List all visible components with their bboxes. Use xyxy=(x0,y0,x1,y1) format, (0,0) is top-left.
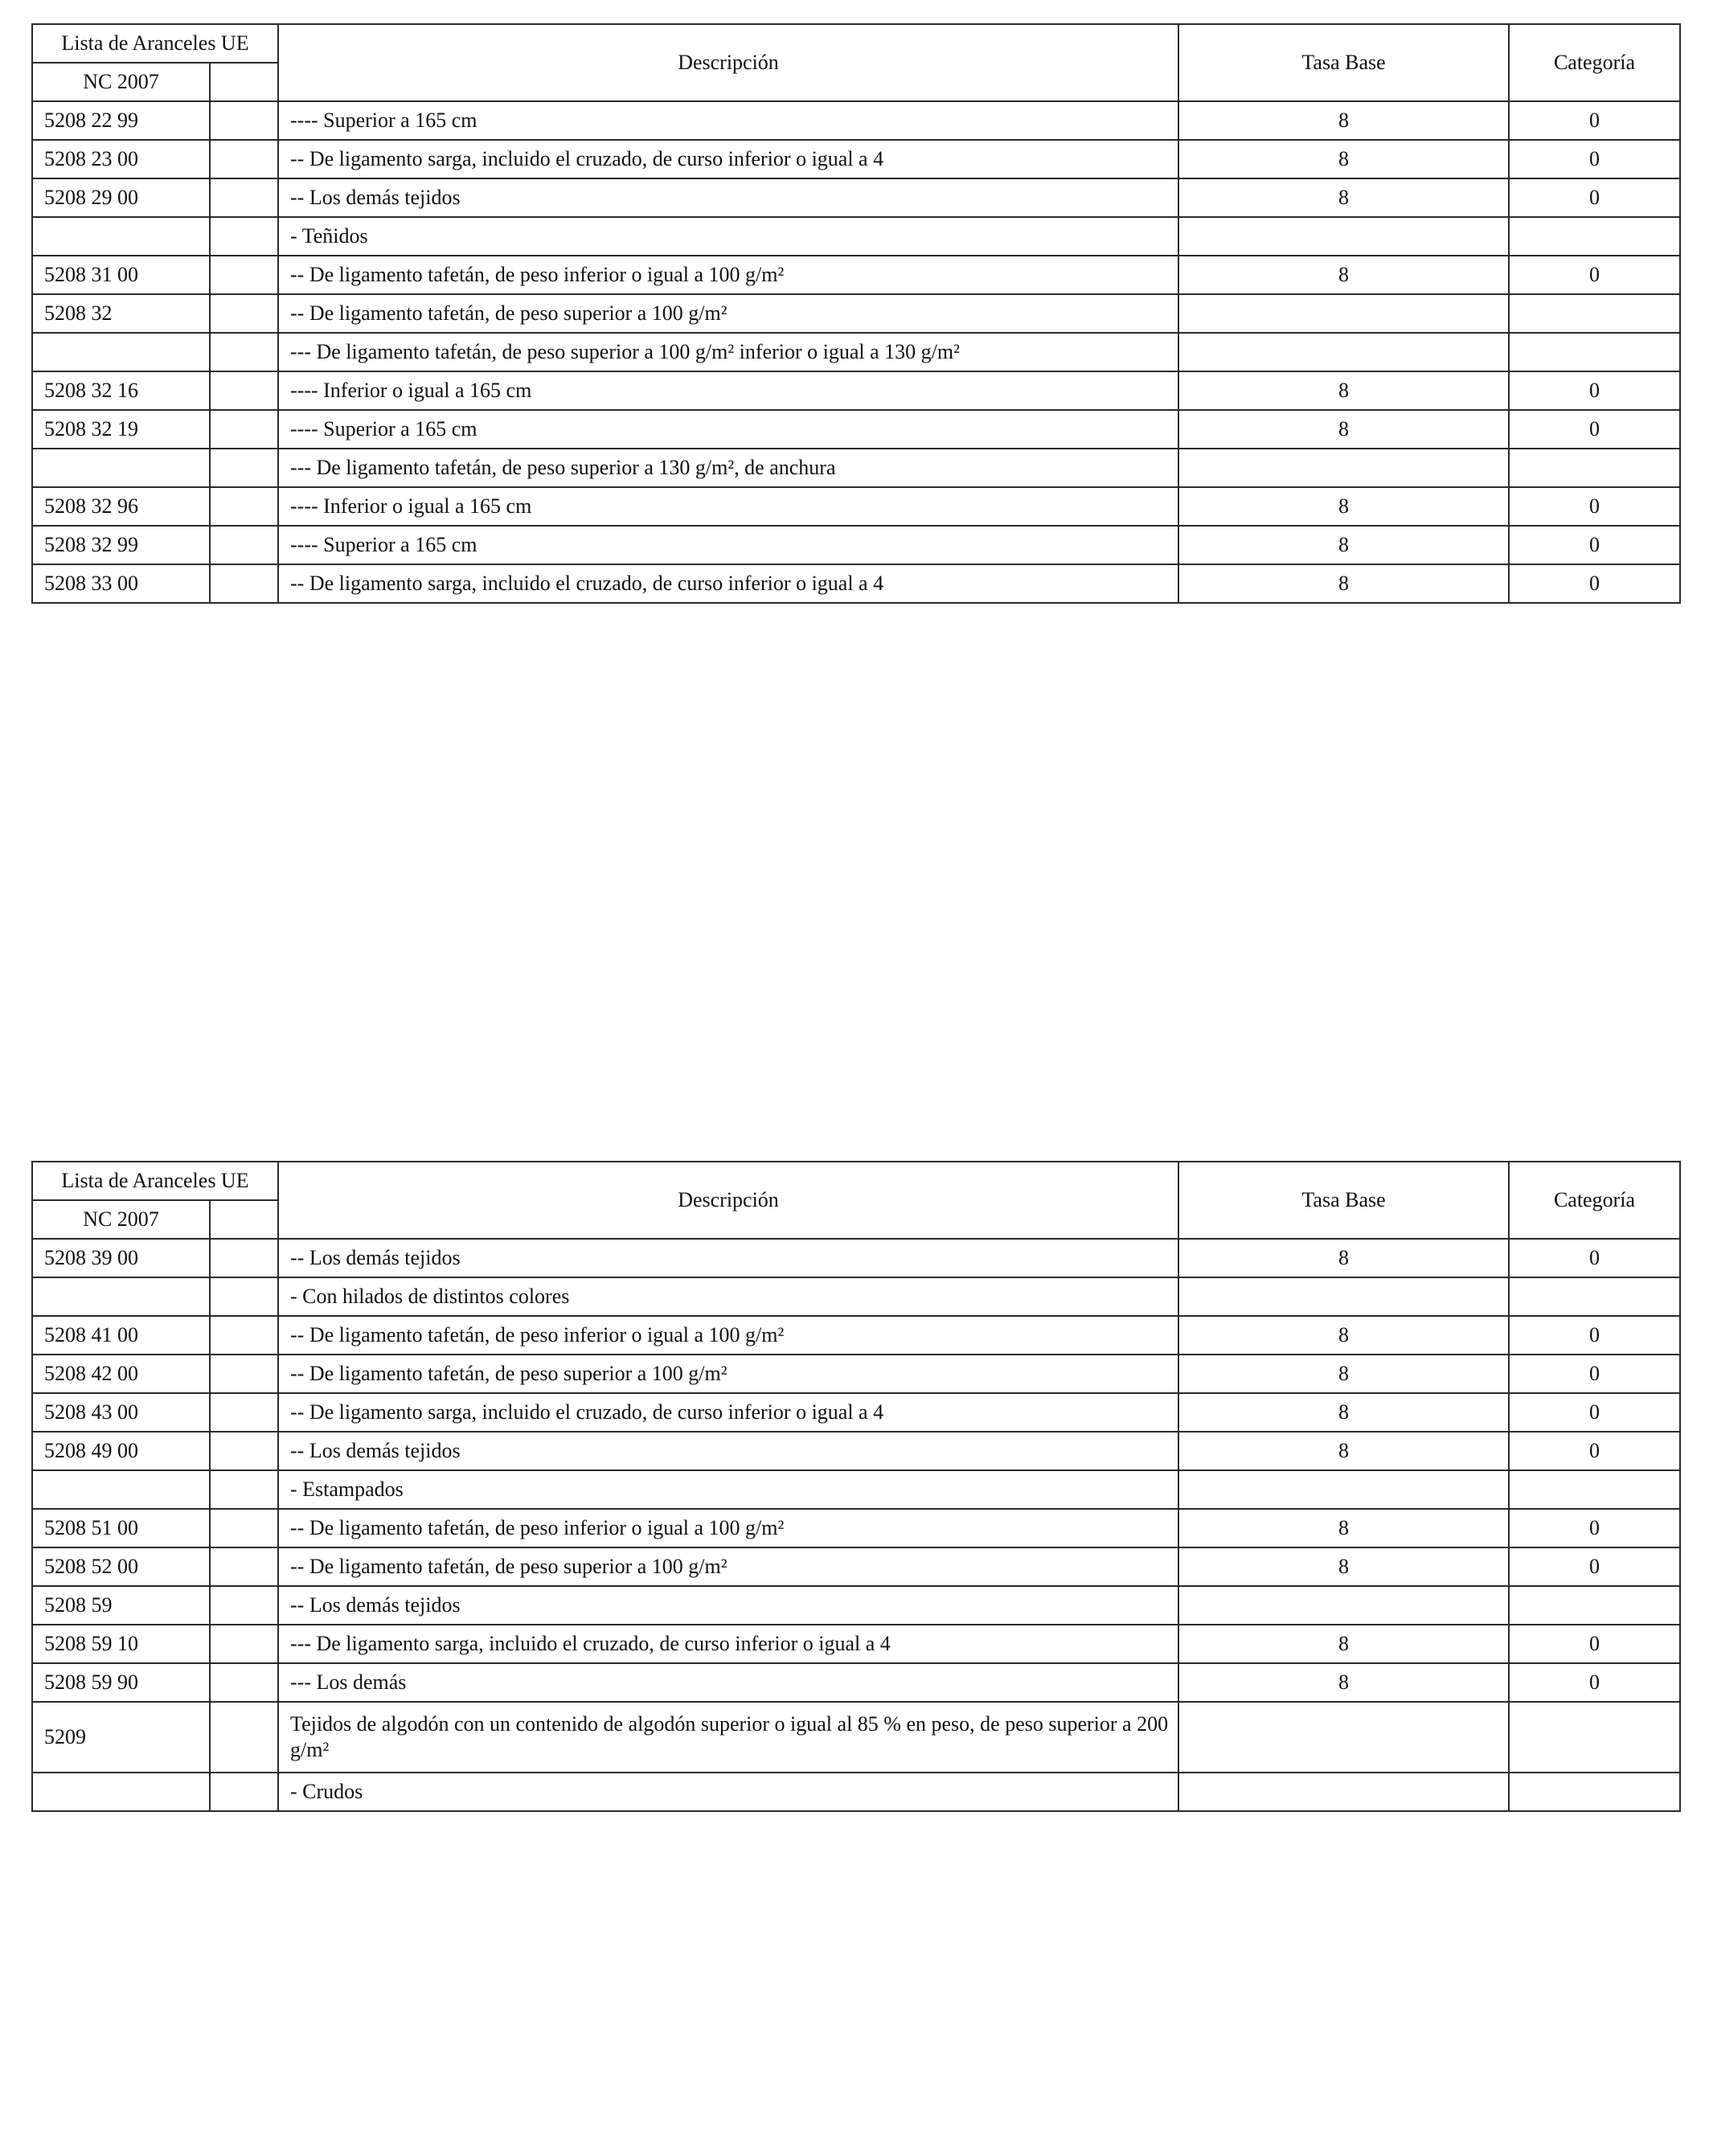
description-cell: --- De ligamento tafetán, de peso superior a 130 g/m², de anchura xyxy=(278,449,1178,487)
table-row xyxy=(32,1663,1680,1702)
tariff-table-2 xyxy=(31,1161,1681,1812)
table-row xyxy=(32,140,1680,178)
description-cell: -- De ligamento tafetán, de peso inferior o igual a 100 g/m² xyxy=(278,256,1178,294)
base-rate-cell xyxy=(1178,449,1509,487)
category-cell xyxy=(1509,1702,1680,1773)
sub-code-cell xyxy=(210,1432,278,1470)
category-cell: 0 xyxy=(1509,256,1680,294)
table-row xyxy=(32,564,1680,603)
sub-code-cell xyxy=(210,1393,278,1432)
table-row xyxy=(32,526,1680,564)
tariff-code: 5208 32 96 xyxy=(32,487,210,526)
tariff-code: 5208 59 10 xyxy=(32,1625,210,1663)
sub-code-cell xyxy=(210,1355,278,1393)
table-row xyxy=(32,1355,1680,1393)
sub-code-cell xyxy=(210,178,278,217)
category-cell xyxy=(1509,294,1680,333)
sub-code-cell xyxy=(210,101,278,140)
tariff-code xyxy=(32,333,210,371)
sub-code-cell xyxy=(210,217,278,256)
base-rate-cell: 8 xyxy=(1178,101,1509,140)
base-rate-cell xyxy=(1178,1586,1509,1625)
description-cell: - Crudos xyxy=(278,1773,1178,1811)
table-row xyxy=(32,217,1680,256)
header-blank xyxy=(210,63,278,101)
base-rate-cell: 8 xyxy=(1178,178,1509,217)
sub-code-cell xyxy=(210,1773,278,1811)
sub-code-cell xyxy=(210,1702,278,1773)
base-rate-cell: 8 xyxy=(1178,1355,1509,1393)
category-cell: 0 xyxy=(1509,1625,1680,1663)
tariff-code: 5208 59 xyxy=(32,1586,210,1625)
description-cell: -- De ligamento sarga, incluido el cruzado, de curso inferior o igual a 4 xyxy=(278,140,1178,178)
description-cell: -- Los demás tejidos xyxy=(278,1432,1178,1470)
table-row xyxy=(32,1470,1680,1509)
description-cell: - Teñidos xyxy=(278,217,1178,256)
category-cell: 0 xyxy=(1509,371,1680,410)
description-cell: -- De ligamento tafetán, de peso superior a 100 g/m² xyxy=(278,1547,1178,1586)
table-row xyxy=(32,178,1680,217)
table-row xyxy=(32,1773,1680,1811)
description-cell: Tejidos de algodón con un contenido de algodón superior o igual al 85 % en peso, de peso superior a 200 g/m² xyxy=(278,1702,1178,1773)
tariff-code: 5208 33 00 xyxy=(32,564,210,603)
table-row xyxy=(32,487,1680,526)
category-cell xyxy=(1509,1470,1680,1509)
table-row xyxy=(32,1509,1680,1547)
description-cell: -- Los demás tejidos xyxy=(278,1586,1178,1625)
base-rate-cell: 8 xyxy=(1178,410,1509,449)
description-cell: -- Los demás tejidos xyxy=(278,1239,1178,1277)
sub-code-cell xyxy=(210,487,278,526)
category-cell: 0 xyxy=(1509,410,1680,449)
tariff-code: 5208 29 00 xyxy=(32,178,210,217)
description-cell: - Con hilados de distintos colores xyxy=(278,1277,1178,1316)
base-rate-cell xyxy=(1178,1277,1509,1316)
base-rate-cell: 8 xyxy=(1178,140,1509,178)
category-cell: 0 xyxy=(1509,1355,1680,1393)
header-rate: Tasa Base xyxy=(1178,1162,1509,1239)
sub-code-cell xyxy=(210,1547,278,1586)
category-cell: 0 xyxy=(1509,1509,1680,1547)
tariff-code: 5208 31 00 xyxy=(32,256,210,294)
table-row xyxy=(32,333,1680,371)
sub-code-cell xyxy=(210,140,278,178)
tariff-code: 5208 51 00 xyxy=(32,1509,210,1547)
header-category: Categoría xyxy=(1509,1162,1680,1239)
category-cell xyxy=(1509,1586,1680,1625)
sub-code-cell xyxy=(210,1586,278,1625)
base-rate-cell: 8 xyxy=(1178,371,1509,410)
base-rate-cell xyxy=(1178,1773,1509,1811)
category-cell: 0 xyxy=(1509,140,1680,178)
header-nc: NC 2007 xyxy=(32,1200,210,1239)
base-rate-cell: 8 xyxy=(1178,256,1509,294)
category-cell: 0 xyxy=(1509,1663,1680,1702)
sub-code-cell xyxy=(210,333,278,371)
base-rate-cell xyxy=(1178,294,1509,333)
base-rate-cell xyxy=(1178,1702,1509,1773)
description-cell: ---- Inferior o igual a 165 cm xyxy=(278,487,1178,526)
base-rate-cell: 8 xyxy=(1178,564,1509,603)
description-cell: -- De ligamento tafetán, de peso superior a 100 g/m² xyxy=(278,1355,1178,1393)
category-cell: 0 xyxy=(1509,1316,1680,1355)
category-cell xyxy=(1509,449,1680,487)
header-nc: NC 2007 xyxy=(32,63,210,101)
description-cell: -- De ligamento sarga, incluido el cruzado, de curso inferior o igual a 4 xyxy=(278,1393,1178,1432)
base-rate-cell: 8 xyxy=(1178,1663,1509,1702)
table-row xyxy=(32,256,1680,294)
table-row xyxy=(32,294,1680,333)
sub-code-cell xyxy=(210,1625,278,1663)
sub-code-cell xyxy=(210,294,278,333)
description-cell: -- De ligamento tafetán, de peso superior a 100 g/m² xyxy=(278,294,1178,333)
sub-code-cell xyxy=(210,256,278,294)
table-row xyxy=(32,1393,1680,1432)
base-rate-cell xyxy=(1178,1470,1509,1509)
tariff-code: 5208 52 00 xyxy=(32,1547,210,1586)
tariff-code: 5208 42 00 xyxy=(32,1355,210,1393)
base-rate-cell: 8 xyxy=(1178,487,1509,526)
tariff-code: 5208 32 16 xyxy=(32,371,210,410)
category-cell: 0 xyxy=(1509,178,1680,217)
tariff-code xyxy=(32,1773,210,1811)
base-rate-cell: 8 xyxy=(1178,1239,1509,1277)
table-row xyxy=(32,1702,1680,1773)
tariff-code: 5208 41 00 xyxy=(32,1316,210,1355)
description-cell: ---- Superior a 165 cm xyxy=(278,526,1178,564)
description-cell: --- De ligamento sarga, incluido el cruzado, de curso inferior o igual a 4 xyxy=(278,1625,1178,1663)
tariff-code: 5208 32 19 xyxy=(32,410,210,449)
base-rate-cell xyxy=(1178,217,1509,256)
header-category: Categoría xyxy=(1509,24,1680,101)
tariff-code: 5208 49 00 xyxy=(32,1432,210,1470)
category-cell: 0 xyxy=(1509,1547,1680,1586)
description-cell: -- De ligamento sarga, incluido el cruzado, de curso inferior o igual a 4 xyxy=(278,564,1178,603)
sub-code-cell xyxy=(210,371,278,410)
category-cell: 0 xyxy=(1509,564,1680,603)
base-rate-cell: 8 xyxy=(1178,1393,1509,1432)
table-row xyxy=(32,101,1680,140)
description-cell: ---- Inferior o igual a 165 cm xyxy=(278,371,1178,410)
tariff-table-1 xyxy=(31,23,1681,604)
category-cell xyxy=(1509,1277,1680,1316)
tariff-code xyxy=(32,449,210,487)
table-row xyxy=(32,1316,1680,1355)
sub-code-cell xyxy=(210,1509,278,1547)
tariff-code: 5208 22 99 xyxy=(32,101,210,140)
table-row xyxy=(32,1239,1680,1277)
category-cell: 0 xyxy=(1509,1239,1680,1277)
tariff-code: 5209 xyxy=(32,1702,210,1773)
base-rate-cell xyxy=(1178,333,1509,371)
description-cell: -- Los demás tejidos xyxy=(278,178,1178,217)
table-row xyxy=(32,1277,1680,1316)
description-cell: - Estampados xyxy=(278,1470,1178,1509)
tariff-code: 5208 23 00 xyxy=(32,140,210,178)
sub-code-cell xyxy=(210,1663,278,1702)
category-cell xyxy=(1509,333,1680,371)
category-cell xyxy=(1509,1773,1680,1811)
base-rate-cell: 8 xyxy=(1178,1625,1509,1663)
sub-code-cell xyxy=(210,1277,278,1316)
sub-code-cell xyxy=(210,526,278,564)
base-rate-cell: 8 xyxy=(1178,526,1509,564)
tariff-code xyxy=(32,1470,210,1509)
sub-code-cell xyxy=(210,1239,278,1277)
tariff-code xyxy=(32,217,210,256)
header-list: Lista de Aranceles UE xyxy=(32,24,278,63)
base-rate-cell: 8 xyxy=(1178,1316,1509,1355)
base-rate-cell: 8 xyxy=(1178,1432,1509,1470)
tariff-code: 5208 32 99 xyxy=(32,526,210,564)
sub-code-cell xyxy=(210,449,278,487)
category-cell: 0 xyxy=(1509,487,1680,526)
table-row xyxy=(32,410,1680,449)
description-cell: ---- Superior a 165 cm xyxy=(278,101,1178,140)
table-row xyxy=(32,1547,1680,1586)
category-cell: 0 xyxy=(1509,101,1680,140)
category-cell: 0 xyxy=(1509,1393,1680,1432)
tariff-code xyxy=(32,1277,210,1316)
sub-code-cell xyxy=(210,1470,278,1509)
header-blank xyxy=(210,1200,278,1239)
tariff-code: 5208 39 00 xyxy=(32,1239,210,1277)
sub-code-cell xyxy=(210,564,278,603)
table-row xyxy=(32,1586,1680,1625)
category-cell: 0 xyxy=(1509,1432,1680,1470)
description-cell: -- De ligamento tafetán, de peso inferior o igual a 100 g/m² xyxy=(278,1509,1178,1547)
header-description: Descripción xyxy=(278,1162,1178,1239)
base-rate-cell: 8 xyxy=(1178,1509,1509,1547)
description-cell: --- De ligamento tafetán, de peso superior a 100 g/m² inferior o igual a 130 g/m² xyxy=(278,333,1178,371)
description-cell: ---- Superior a 165 cm xyxy=(278,410,1178,449)
description-cell: --- Los demás xyxy=(278,1663,1178,1702)
header-list: Lista de Aranceles UE xyxy=(32,1162,278,1200)
base-rate-cell: 8 xyxy=(1178,1547,1509,1586)
tariff-code: 5208 59 90 xyxy=(32,1663,210,1702)
table-row xyxy=(32,371,1680,410)
category-cell: 0 xyxy=(1509,526,1680,564)
sub-code-cell xyxy=(210,410,278,449)
header-rate: Tasa Base xyxy=(1178,24,1509,101)
header-description: Descripción xyxy=(278,24,1178,101)
category-cell xyxy=(1509,217,1680,256)
tariff-code: 5208 43 00 xyxy=(32,1393,210,1432)
table-row xyxy=(32,1432,1680,1470)
tariff-code: 5208 32 xyxy=(32,294,210,333)
table-row xyxy=(32,1625,1680,1663)
description-cell: -- De ligamento tafetán, de peso inferior o igual a 100 g/m² xyxy=(278,1316,1178,1355)
table-row xyxy=(32,449,1680,487)
sub-code-cell xyxy=(210,1316,278,1355)
